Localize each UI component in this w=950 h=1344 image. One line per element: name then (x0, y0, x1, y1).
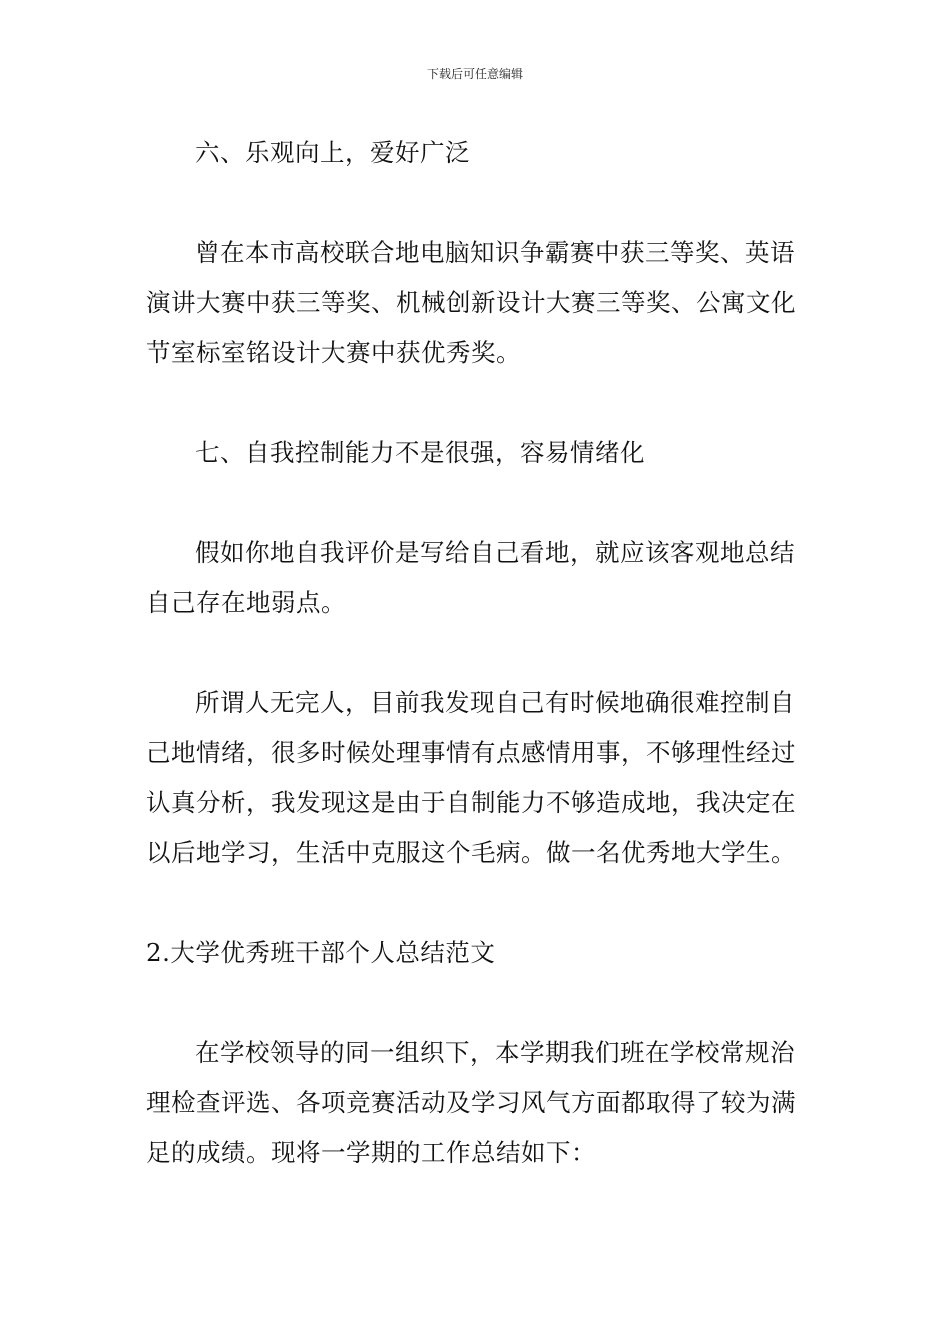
article-title: 2.大学优秀班干部个人总结范文 (146, 938, 496, 967)
section-heading-six: 六、乐观向上，爱好广泛 (195, 138, 470, 167)
paragraph-weakness: 所谓人无完人，目前我发现自己有时候地确很难控制自己地情绪，很多时候处理事情有点感情用事，不够理性经过认真分析，我发现这是由于自制能力不够造成地，我决定在以后地学习，生活中克服这个毛病。做一名优秀地大学生。 (146, 688, 796, 867)
paragraph-self-evaluation: 假如你地自我评价是写给自己看地，就应该客观地总结自己存在地弱点。 (146, 538, 795, 617)
paragraph-awards: 曾在本市高校联合地电脑知识争霸赛中获三等奖、英语演讲大赛中获三等奖、机械创新设计大赛三等奖、公寓文化节室标室铭设计大赛中获优秀奖。 (146, 238, 796, 367)
paragraph-summary-intro: 在学校领导的同一组织下，本学期我们班在学校常规治理检查评选、各项竞赛活动及学习风气方面都取得了较为满足的成绩。现将一学期的工作总结如下： (146, 1038, 796, 1167)
section-heading-seven: 七、自我控制能力不是很强，容易情绪化 (195, 438, 645, 467)
page-header: 下载后可任意编辑 (426, 67, 523, 81)
document-body (146, 128, 810, 1228)
